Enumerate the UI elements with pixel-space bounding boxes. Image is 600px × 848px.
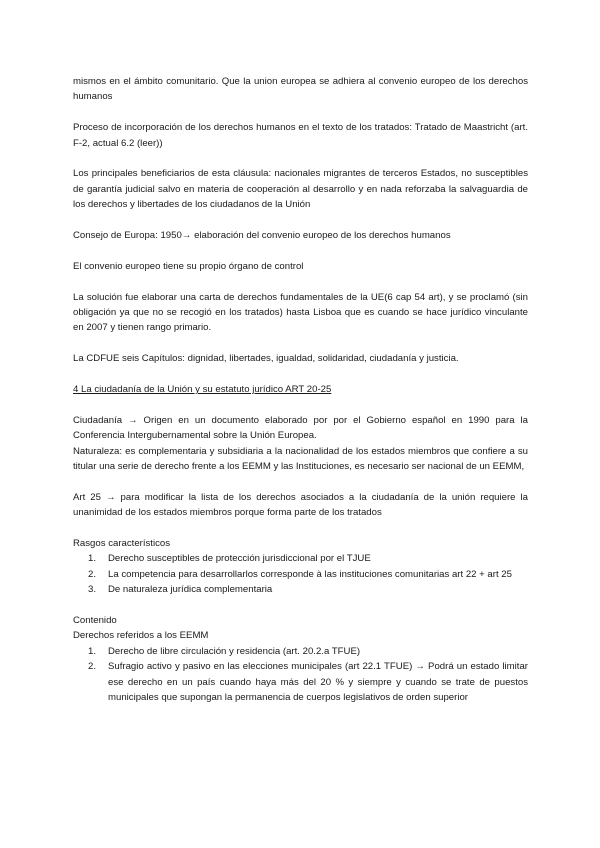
list-item: [73, 551, 528, 566]
paragraph-maastricht: Proceso de incorporación de los derechos humanos en el texto de los tratados: Tratado de Maastricht (art. F-2, actual 6.2 (leer)): [73, 122, 528, 149]
list-number: 2.: [88, 661, 97, 673]
paragraph-organo-control: El convenio europeo tiene su propio órgano de control: [73, 260, 304, 272]
derechos-title: Derechos referidos a los EEMM: [73, 630, 209, 642]
list-number: 1.: [88, 645, 97, 657]
list-item-text: La competencia para desarrollarlos corresponde à las instituciones comunitarias art 22 + art 25: [108, 568, 512, 580]
rasgos-title: Rasgos característicos: [73, 538, 171, 550]
list-item: [73, 567, 528, 582]
list-item-text: De naturaleza jurídica complementaria: [108, 584, 273, 596]
paragraph-adhesion: mismos en el ámbito comunitario. Que la union europea se adhiera al convenio europeo de los derechos humanos: [73, 76, 528, 103]
paragraph-consejo-europa: Consejo de Europa: 1950→ elaboración del convenio europeo de los derechos humanos: [73, 230, 451, 242]
list-item: [73, 582, 528, 597]
list-number: 1.: [88, 553, 97, 565]
paragraph-carta-derechos: La solución fue elaborar una carta de derechos fundamentales de la UE(6 cap 54 art), y se proclamó (sin obligación ya que no se recogió en los tratados) hasta Lisboa que es cuando se hace jurídico vinculante en 2007 y tienen rango primario.: [73, 291, 528, 334]
list-number: 2.: [88, 568, 97, 580]
list-item-text: Derecho de libre circulación y residencia (art. 20.2.a TFUE): [108, 645, 361, 657]
section-heading: 4 La ciudadanía de la Unión y su estatuto jurídico ART 20-25: [73, 384, 332, 396]
contenido-title: Contenido: [73, 615, 117, 627]
list-item: [73, 659, 528, 705]
rasgos-list: [73, 551, 528, 597]
paragraph-naturaleza: Naturaleza: es complementaria y subsidiaria a la nacionalidad de los estados miembros que confiere a su titular una serie de derecho frente a los EEMM y las Instituciones, es necesario ser nacional de un EEMM,: [73, 445, 528, 473]
paragraph-art-25: Art 25 → para modificar la lista de los derechos asociados a la ciudadanía de la unión requiere la unanimidad de los estados miembros porque forma parte de los tratados: [73, 491, 528, 519]
list-number: 3.: [88, 584, 97, 596]
list-item: [73, 644, 528, 659]
derechos-list: [73, 644, 528, 706]
list-item-text: Sufragio activo y pasivo en las elecciones municipales (art 22.1 TFUE) → Podrá un estado limitar ese derecho en un país cuando haya más del 20 % y siempre y cuando se trate de puestos municipales que supongan la permanencia de cuerpos legislativos de orden superior: [108, 661, 528, 704]
document-body: [73, 74, 528, 705]
paragraph-cdfue: La CDFUE seis Capítulos: dignidad, libertades, igualdad, solidaridad, ciudadanía y justicia.: [73, 353, 459, 365]
paragraph-ciudadania: Ciudadanía → Origen en un documento elaborado por por el Gobierno español en 1990 para la Conferencia Intergubernamental sobre la Unión Europea.: [73, 414, 528, 442]
paragraph-beneficiarios: Los principales beneficiarios de esta cláusula: nacionales migrantes de terceros Estados, no susceptibles de garantía judicial salvo en materia de cooperación al desarrollo y en nada reforzaba la salvaguardia de los derechos y libertades de los ciudadanos de la Unión: [73, 168, 528, 211]
list-item-text: Derecho susceptibles de protección jurisdiccional por el TJUE: [108, 553, 371, 565]
